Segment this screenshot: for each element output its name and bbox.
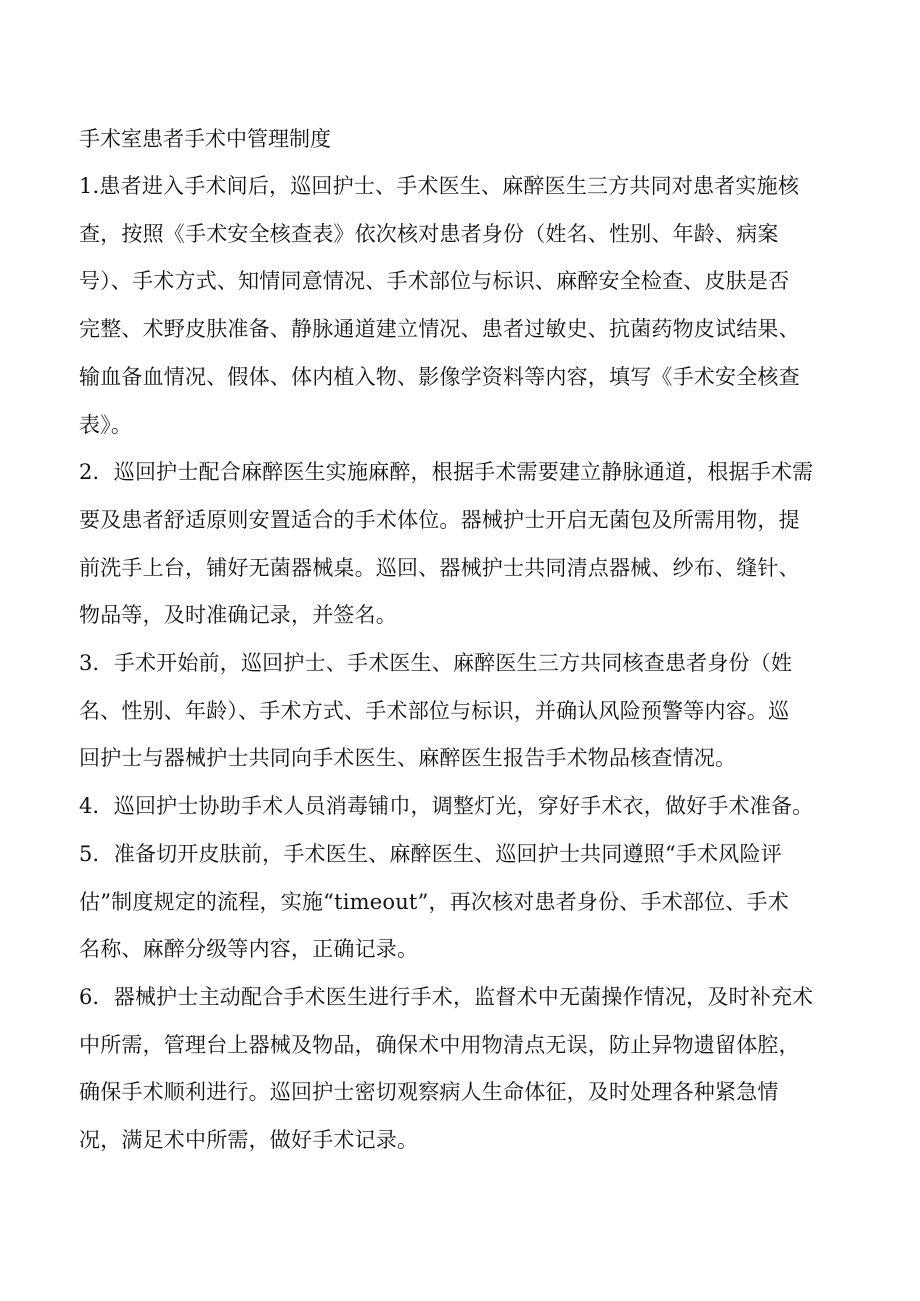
document-title: 手术室患者手术中管理制度 bbox=[79, 127, 331, 151]
paragraph-line: 查，按照《手术安全核查表》依次核对患者身份（姓名、性别、年龄、病案 bbox=[79, 221, 779, 246]
paragraph-line: 物品等，及时准确记录，并签名。 bbox=[79, 603, 397, 628]
paragraph-line: 4．巡回护士协助手术人员消毒铺巾，调整灯光，穿好手术衣，做好手术准备。 bbox=[79, 794, 814, 819]
paragraph-line: 5．准备切开皮肤前，手术医生、麻醉医生、巡回护士共同遵照“手术风险评 bbox=[79, 841, 782, 866]
paragraph-line: 完整、术野皮肤准备、静脉通道建立情况、患者过敏史、抗菌药物皮试结果、 bbox=[79, 317, 800, 342]
paragraph-2 bbox=[79, 449, 831, 640]
paragraph-line: 6．器械护士主动配合手术医生进行手术，监督术中无菌操作情况，及时补充术 bbox=[79, 984, 814, 1009]
paragraph-line: 前洗手上台，铺好无菌器械桌。巡回、器械护士共同清点器械、纱布、缝针、 bbox=[79, 555, 800, 580]
document-body bbox=[79, 116, 831, 1165]
paragraph-line: 名、性别、年龄）、手术方式、手术部位与标识，并确认风险预警等内容。巡 bbox=[79, 698, 790, 723]
paragraph-line: 要及患者舒适原则安置适合的手术体位。器械护士开启无菌包及所需用物，提 bbox=[79, 507, 800, 532]
paragraph-1 bbox=[79, 163, 831, 449]
paragraph-line: 名称、麻醉分级等内容，正确记录。 bbox=[79, 937, 419, 962]
paragraph-line: 回护士与器械护士共同向手术医生、麻醉医生报告手术物品核查情况。 bbox=[79, 746, 737, 771]
paragraph-line: 号）、手术方式、知情同意情况、手术部位与标识、麻醉安全检查、皮肤是否 bbox=[79, 269, 790, 294]
paragraph-line: 3．手术开始前，巡回护士、手术医生、麻醉医生三方共同核查患者身份（姓 bbox=[79, 651, 793, 676]
paragraph-line: 输血备血情况、假体、体内植入物、影像学资料等内容，填写《手术安全核查 bbox=[79, 364, 800, 389]
paragraph-3 bbox=[79, 640, 831, 783]
paragraph-5 bbox=[79, 831, 831, 974]
paragraph-line: 中所需，管理台上器械及物品，确保术中用物清点无误，防止异物遗留体腔， bbox=[79, 1032, 800, 1057]
paragraph-line: 1.患者进入手术间后，巡回护士、手术医生、麻醉医生三方共同对患者实施核 bbox=[79, 174, 800, 198]
paragraph-6 bbox=[79, 974, 831, 1165]
paragraph-line: 2．巡回护士配合麻醉医生实施麻醉，根据手术需要建立静脉通道，根据手术需 bbox=[79, 460, 814, 485]
paragraph-line: 况，满足术中所需，做好手术记录。 bbox=[79, 1128, 419, 1153]
paragraph-4 bbox=[79, 783, 831, 831]
paragraph-line: 确保手术顺利进行。巡回护士密切观察病人生命体征，及时处理各种紧急情 bbox=[79, 1080, 779, 1105]
paragraph-line: 估”制度规定的流程，实施“timeout”，再次核对患者身份、手术部位、手术 bbox=[79, 889, 789, 914]
paragraph-line: 表》。 bbox=[79, 412, 133, 437]
